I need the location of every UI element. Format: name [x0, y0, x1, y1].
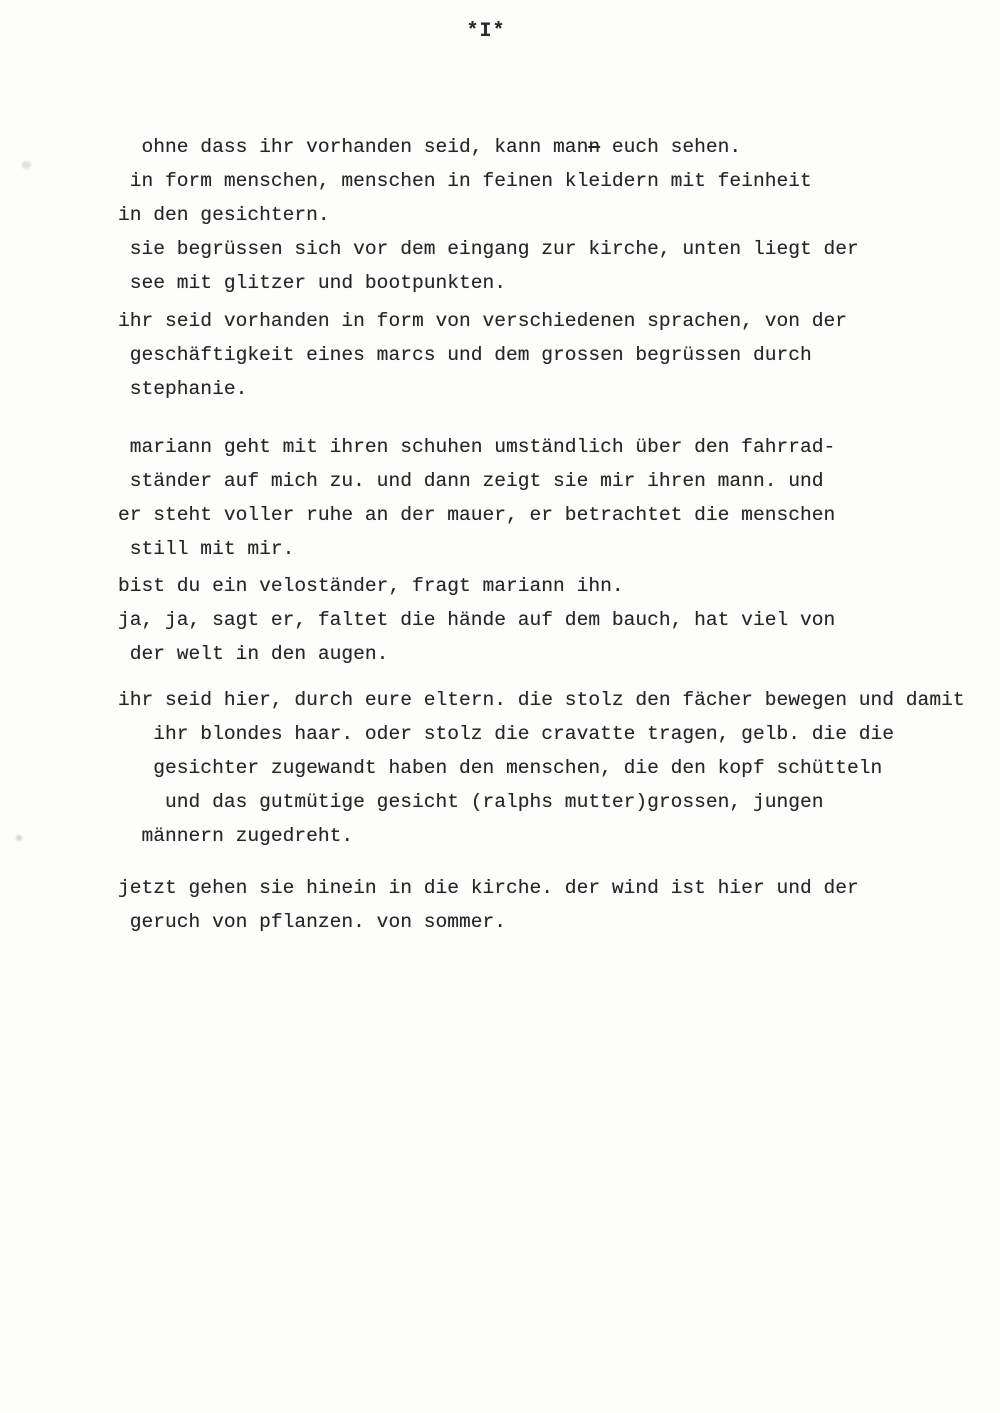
text-line — [118, 232, 1000, 266]
paragraph — [118, 569, 1000, 603]
text-segment: geschäftigkeit eines marcs und dem grossen begrüssen durch — [118, 344, 812, 366]
text-segment: ihr seid hier, durch eure eltern. die stolz den fächer bewegen und damit — [118, 689, 965, 711]
paragraph — [118, 430, 1000, 566]
paragraph — [118, 232, 1000, 300]
text-segment: see mit glitzer und bootpunkten. — [118, 272, 507, 294]
text-line — [118, 164, 1000, 198]
scan-artifact — [22, 161, 31, 169]
paragraph — [118, 603, 1000, 671]
text-line — [118, 130, 1000, 164]
text-segment: euch sehen. — [600, 136, 742, 158]
text-line — [118, 637, 1000, 671]
text-segment: bist du ein veloständer, fragt mariann ihn. — [118, 575, 624, 597]
text-segment: sie begrüssen sich vor dem eingang zur kirche, unten liegt der — [118, 238, 859, 260]
text-segment: still mit mir. — [118, 538, 295, 560]
paragraph — [118, 683, 1000, 853]
text-segment: ihr seid vorhanden in form von verschiedenen sprachen, von der — [118, 310, 848, 332]
text-line — [118, 338, 1000, 372]
text-line — [118, 464, 1000, 498]
text-segment: ständer auf mich zu. und dann zeigt sie mir ihren mann. und — [118, 470, 824, 492]
scan-artifact — [16, 835, 22, 841]
text-line — [118, 372, 1000, 406]
text-line — [118, 569, 1000, 603]
paragraph — [118, 304, 1000, 406]
text-line — [118, 871, 1000, 905]
document-body — [118, 130, 1000, 939]
text-segment: mariann geht mit ihren schuhen umständlich über den fahrrad- — [118, 436, 836, 458]
text-segment: ihr blondes haar. oder stolz die cravatte tragen, gelb. die die — [118, 723, 895, 745]
text-segment: in form menschen, menschen in feinen kleidern mit feinheit — [118, 170, 812, 192]
text-line — [118, 683, 1000, 717]
text-line — [118, 198, 1000, 232]
text-line — [118, 819, 1000, 853]
struck-text: n — [588, 136, 601, 158]
text-line — [118, 717, 1000, 751]
text-segment: geruch von pflanzen. von sommer. — [118, 911, 507, 933]
text-line — [118, 905, 1000, 939]
text-segment: und das gutmütige gesicht (ralphs mutter)grossen, jungen — [118, 791, 824, 813]
text-segment: stephanie. — [118, 378, 248, 400]
text-segment: in den gesichtern. — [118, 204, 330, 226]
text-segment: gesichter zugewandt haben den menschen, die den kopf schütteln — [118, 757, 883, 779]
text-line — [118, 532, 1000, 566]
paragraph — [118, 871, 1000, 939]
text-line — [118, 266, 1000, 300]
text-line — [118, 430, 1000, 464]
text-segment: männern zugedreht. — [118, 825, 354, 847]
text-line — [118, 751, 1000, 785]
text-line — [118, 304, 1000, 338]
paragraph — [118, 130, 1000, 232]
text-line — [118, 785, 1000, 819]
text-segment: der welt in den augen. — [118, 643, 389, 665]
text-line — [118, 498, 1000, 532]
text-line — [118, 603, 1000, 637]
text-segment: ja, ja, sagt er, faltet die hände auf dem bauch, hat viel von — [118, 609, 836, 631]
page-title: *I* — [466, 20, 506, 43]
text-segment: jetzt gehen sie hinein in die kirche. der wind ist hier und der — [118, 877, 859, 899]
text-segment: er steht voller ruhe an der mauer, er betrachtet die menschen — [118, 504, 836, 526]
text-segment: ohne dass ihr vorhanden seid, kann man — [118, 136, 589, 158]
